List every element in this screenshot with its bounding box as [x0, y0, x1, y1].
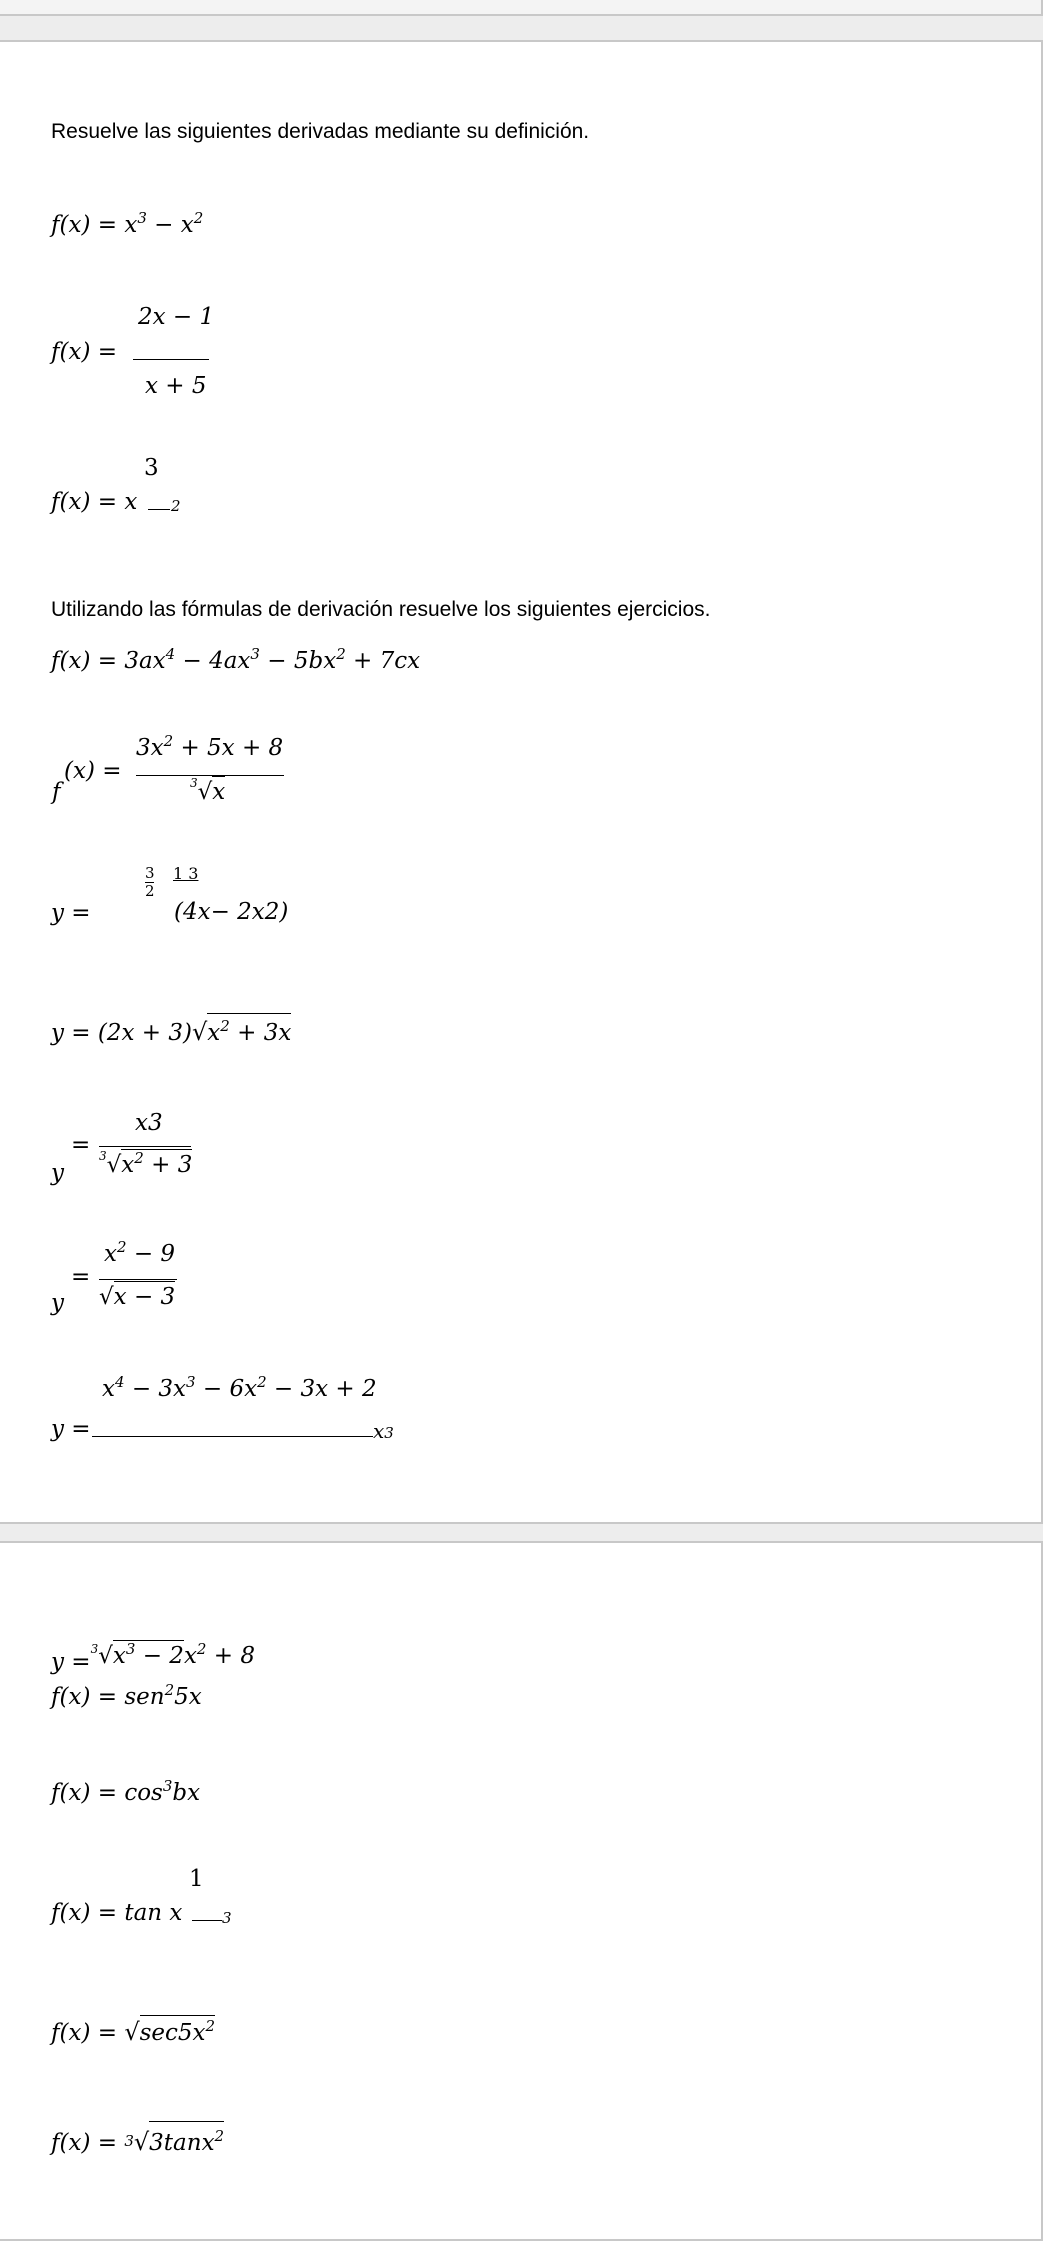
exercise-2-denominator: x + 5 — [145, 373, 207, 399]
exercise-8-y: y — [51, 1160, 64, 1186]
exercise-5-denominator: $^3$√x — [190, 776, 226, 805]
exercise-14-sub: 3 — [222, 1909, 232, 1927]
exercise-6-frac-num: 3 — [145, 864, 155, 882]
root-symbol: √ — [197, 779, 213, 805]
exercise-15: $f(x) = √\sec 5x^2$ — [51, 2017, 216, 2046]
exercise-14-top: 1 — [189, 1866, 204, 1892]
exercise-8-numerator: x3 — [135, 1110, 163, 1136]
root-symbol: √ — [191, 1018, 208, 1046]
document-page-1 — [0, 40, 1043, 1524]
exercise-4: $f(x) = 3ax^4 - 4ax^3 - 5bx^2 + 7cx$ — [51, 645, 421, 674]
exercise-12: f(x) = sen$^2$5x — [51, 1681, 202, 1710]
instruction-definition: Resuelve las siguientes derivadas mediante su definición. — [51, 120, 590, 143]
instruction-formulas: Utilizando las fórmulas de derivación resuelve los siguientes ejercicios. — [51, 598, 711, 621]
exercise-14-lhs: f(x) = tan x — [51, 1900, 183, 1926]
exercise-11: $y =^3√x^3 - 2x^2 + 8$ — [51, 1640, 255, 1675]
root-symbol: √ — [106, 1152, 122, 1178]
document-page-2 — [0, 1541, 1043, 2241]
exercise-10-numerator: $x^4 - 3x^3 - 6x^2 - 3x + 2$ — [102, 1373, 377, 1402]
exercise-5-f: f — [52, 779, 61, 805]
fraction-bar — [99, 1146, 191, 1147]
exercise-10-lhs: y = — [51, 1416, 91, 1442]
exercise-9-numerator: $x^2 - 9$ — [104, 1238, 176, 1267]
root-symbol: √ — [124, 2018, 140, 2046]
root-symbol: √ — [98, 1643, 113, 1669]
exercise-6-body: (4x− 2x2) — [174, 899, 289, 925]
exercise-6-frac-den: 2 — [145, 882, 155, 900]
exercise-6-lhs: y = — [51, 900, 91, 926]
exercise-3-lhs: f(x) = x — [51, 489, 138, 515]
exercise-6-top-digits: 1 3 — [173, 864, 199, 883]
fraction-bar — [92, 1436, 373, 1437]
fraction-bar — [148, 509, 170, 510]
previous-page-edge — [0, 0, 1043, 16]
exercise-7: $y = (2x + 3)√x^2 + 3x$ — [51, 1018, 291, 1046]
exercise-8-denominator: $^3√x^2 + 3$ — [99, 1149, 193, 1178]
exercise-9-eq: = — [71, 1264, 91, 1290]
exercise-3-sub: 2 — [171, 497, 181, 515]
exercise-13: $f(x) = \cos^3bx$ — [51, 1777, 201, 1806]
fraction-bar — [99, 1279, 177, 1280]
exercise-10-denominator: x3 — [373, 1419, 394, 1443]
fraction-bar — [133, 359, 209, 360]
exercise-5-lhs: (x) = — [64, 758, 122, 784]
exercise-8-eq: = — [71, 1132, 91, 1158]
exercise-2-numerator: 2x − 1 — [138, 304, 215, 330]
root-symbol: √ — [99, 1284, 114, 1310]
exercise-5-numerator: $3x^2 + 5x + 8$ — [136, 732, 284, 761]
fraction-bar — [192, 1920, 222, 1921]
exercise-9-denominator: √x − 3 — [99, 1284, 175, 1310]
exercise-1: $f(x) = x^3 - x^2$ — [51, 209, 204, 238]
root-symbol: √ — [133, 2128, 150, 2156]
exercise-2-lhs: f(x) = — [51, 339, 118, 365]
exercise-3-top: 3 — [144, 455, 159, 481]
exercise-9-y: y — [51, 1290, 64, 1316]
fraction-bar — [136, 775, 284, 776]
exercise-16: f(x) = 3√3tanx$^2$ — [51, 2128, 224, 2156]
